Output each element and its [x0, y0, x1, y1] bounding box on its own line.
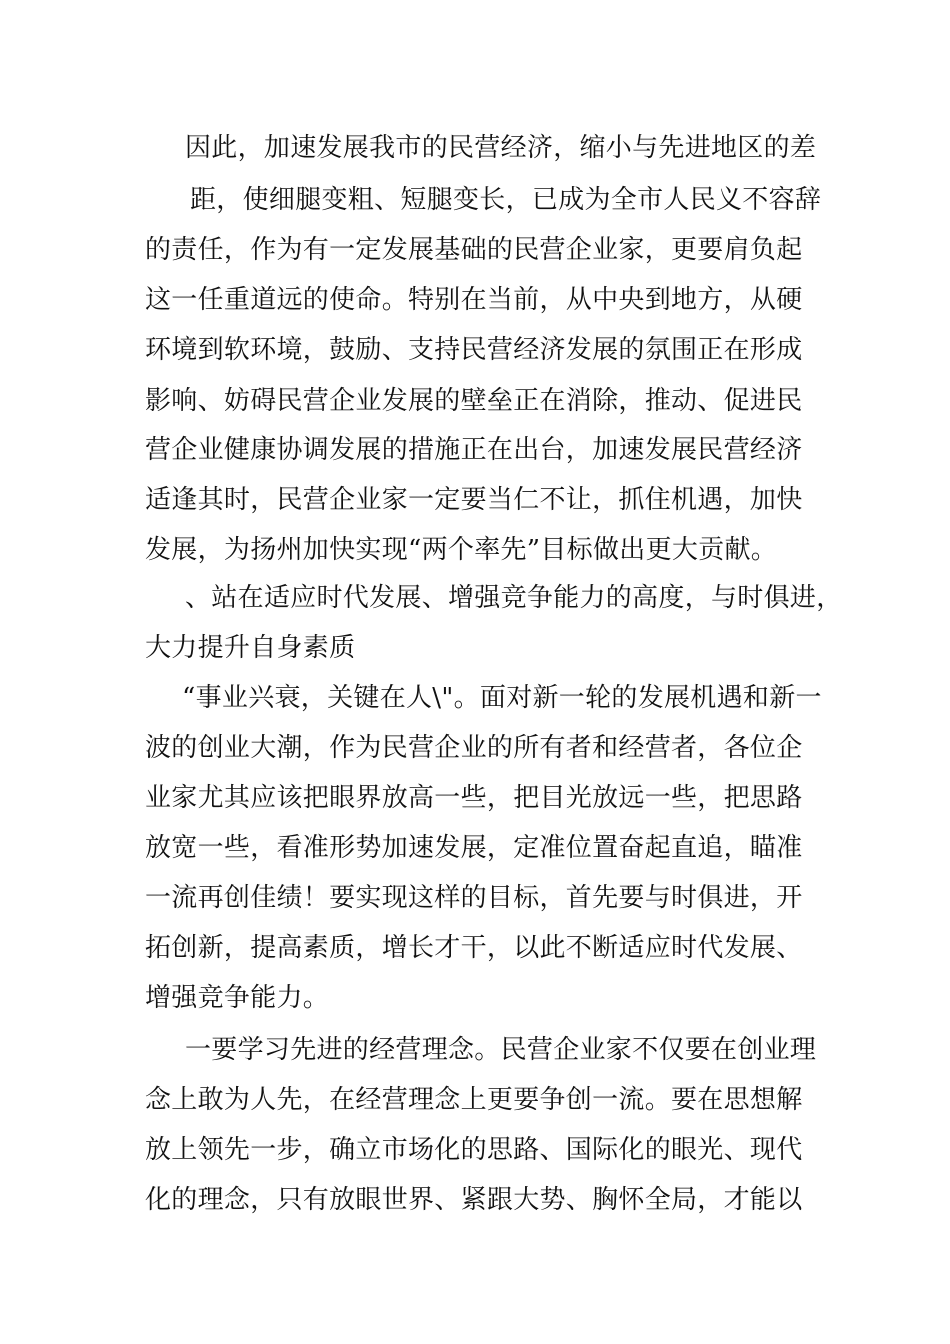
text-line: 一要学习先进的经营理念。民营企业家不仅要在创业理 [185, 1035, 817, 1065]
text-line: 放宽一些，看准形势加速发展，定准位置奋起直追，瞄准 [145, 833, 803, 863]
text-line: 拓创新，提高素质，增长才干，以此不断适应时代发展、 [145, 933, 803, 963]
text-line: 这一任重道远的使命。特别在当前，从中央到地方，从硬 [145, 285, 803, 315]
text-line: 一流再创佳绩！要实现这样的目标，首先要与时俱进，开 [145, 883, 803, 913]
text-line: 距，使细腿变粗、短腿变长，已成为全市人民义不容辞 [190, 185, 822, 215]
text-line: 波的创业大潮，作为民营企业的所有者和经营者，各位企 [145, 733, 803, 763]
text-line: 影响、妨碍民营企业发展的壁垒正在消除，推动、促进民 [145, 386, 803, 416]
text-line: 适逢其时，民营企业家一定要当仁不让，抓住机遇，加快 [145, 485, 803, 515]
text-line: 化的理念，只有放眼世界、紧跟大势、胸怀全局，才能以 [145, 1185, 803, 1215]
text-line: 念上敢为人先，在经营理念上更要争创一流。要在思想解 [145, 1085, 803, 1115]
text-line: 发展，为扬州加快实现“两个率先”目标做出更大贡献。 [145, 535, 778, 565]
text-line: 放上领先一步，确立市场化的思路、国际化的眼光、现代 [145, 1135, 803, 1165]
text-line: 业家尤其应该把眼界放高一些，把目光放远一些，把思路 [145, 783, 803, 813]
text-line: 的责任，作为有一定发展基础的民营企业家，更要肩负起 [145, 235, 803, 265]
section-heading-line: 、站在适应时代发展、增强竞争能力的高度，与时俱进， [185, 583, 843, 613]
text-line: 因此，加速发展我市的民营经济，缩小与先进地区的差 [185, 133, 817, 163]
section-heading-line: 大力提升自身素质 [145, 633, 356, 663]
text-line: 环境到软环境，鼓励、支持民营经济发展的氛围正在形成 [145, 335, 803, 365]
text-line: 营企业健康协调发展的措施正在出台，加速发展民营经济 [145, 435, 803, 465]
text-line: “事业兴衰，关键在人\"。面对新一轮的发展机遇和新一 [182, 683, 822, 713]
text-line: 增强竞争能力。 [145, 983, 330, 1013]
